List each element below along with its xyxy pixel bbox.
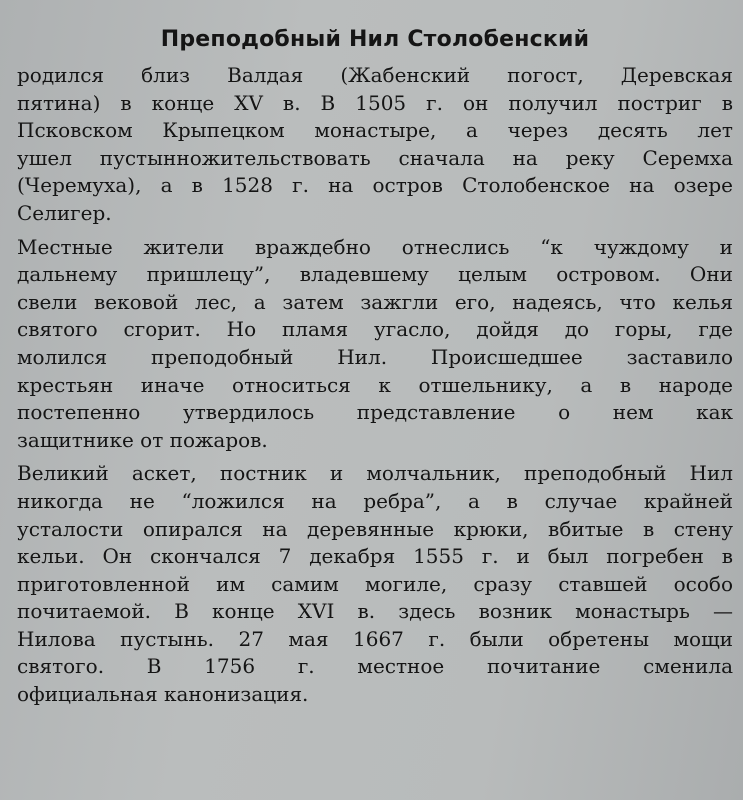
- paragraph-2: [17, 234, 733, 455]
- text-line: усталости опирался на деревянные крюки, вбитые в стену: [17, 516, 733, 541]
- paragraph-3: [17, 460, 733, 708]
- text-line: родился близ Валдая (Жабенский погост, Деревская: [17, 63, 733, 87]
- text-line: святого сгорит. Но пламя угасло, дойдя до горы, где: [17, 317, 733, 342]
- text-line: почитаемой. В конце XVI в. здесь возник монастырь —: [17, 599, 733, 624]
- text-line: Местные жители враждебно отнеслись “к чуждому и: [17, 234, 733, 259]
- text-line: дальнему пришлецу”, владевшему целым островом. Они: [17, 262, 733, 287]
- text-line: Псковском Крыпецком монастыре, а через десять лет: [17, 118, 733, 143]
- text-line: кельи. Он скончался 7 декабря 1555 г. и был погребен в: [17, 544, 733, 569]
- text-line: пятина) в конце XV в. В 1505 г. он получил постриг в: [17, 90, 733, 115]
- text-line: официальная канонизация.: [17, 682, 309, 707]
- text-line: молился преподобный Нил. Происшедшее заставило: [17, 344, 733, 369]
- text-line: ушел пустынножительствовать сначала на реку Серемха: [17, 145, 733, 170]
- text-line: Великий аскет, постник и молчальник, преподобный Нил: [17, 461, 733, 486]
- text-line: приготовленной им самим могиле, сразу ставшей особо: [17, 571, 733, 596]
- text-line: постепенно утвердилось представление о нем как: [17, 400, 733, 425]
- text-line: (Черемуха), а в 1528 г. на остров Столобенское на озере: [17, 173, 733, 198]
- text-line: Селигер.: [17, 200, 112, 225]
- page-title: Преподобный Нил Столобенский: [160, 27, 590, 52]
- text-line: свели вековой лес, а затем зажгли его, надеясь, что келья: [17, 289, 733, 314]
- text-line: святого. В 1756 г. местное почитание сменила: [17, 654, 733, 679]
- text-line: никогда не “ложился на ребра”, а в случае крайней: [17, 488, 733, 513]
- paragraph-1: [17, 62, 733, 228]
- text-line: защитнике от пожаров.: [17, 427, 268, 452]
- text-line: крестьян иначе относиться к отшельнику, а в народе: [17, 372, 733, 397]
- text-line: Нилова пустынь. 27 мая 1667 г. были обретены мощи: [17, 626, 733, 651]
